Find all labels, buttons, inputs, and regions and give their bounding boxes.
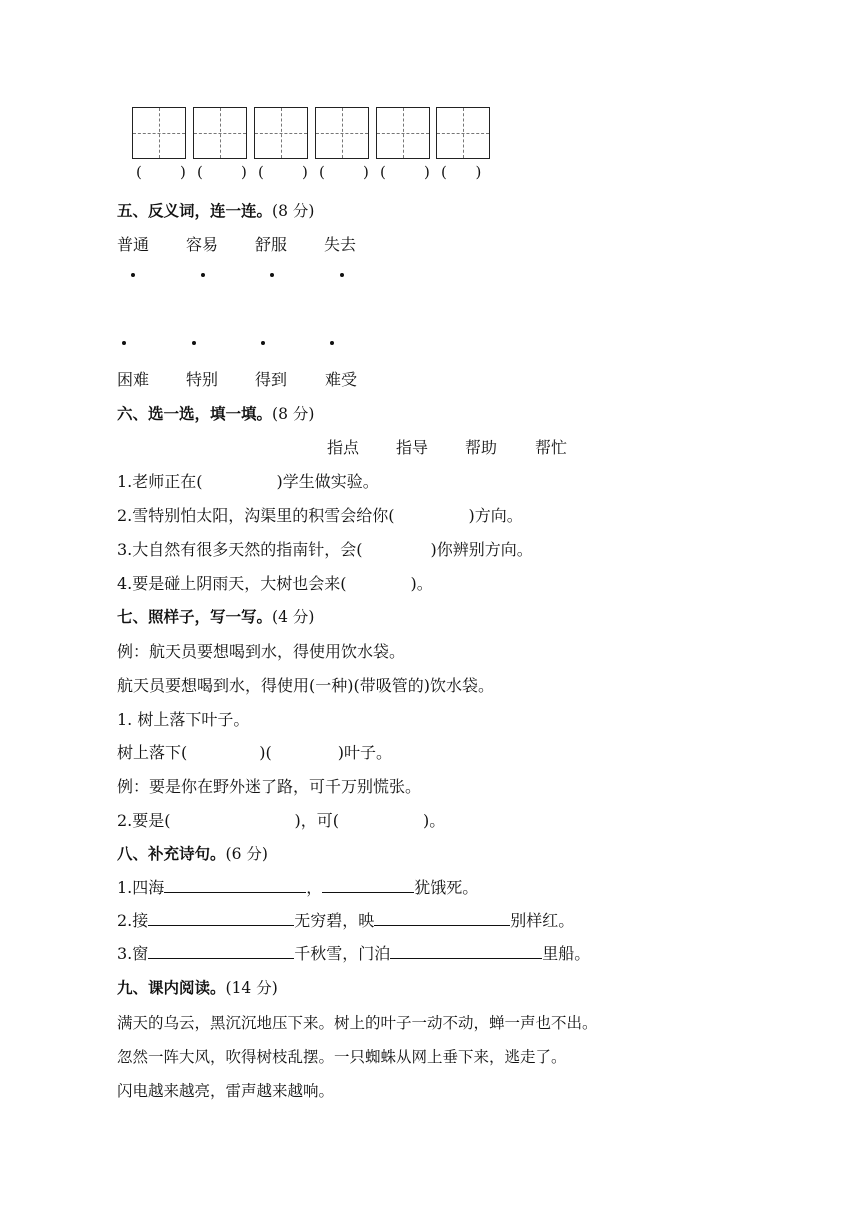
choice-word: 指导 xyxy=(396,438,429,457)
item-text: 别样红。 xyxy=(510,911,575,930)
item-text: ， xyxy=(306,878,323,897)
antonym-top-word: 容易 xyxy=(186,235,219,254)
heading-text: 九、课内阅读。 xyxy=(117,979,226,997)
item-text: 里船。 xyxy=(542,944,591,963)
item-text: 3.窗 xyxy=(117,944,149,963)
reading-line: 闪电越来越亮，雷声越来越响。 xyxy=(117,1082,335,1100)
connect-dot[interactable] xyxy=(330,341,334,345)
antonym-top-word: 普通 xyxy=(117,235,150,254)
section-8-heading xyxy=(117,842,268,864)
poem-line xyxy=(117,941,590,964)
grid-box xyxy=(254,107,308,159)
paren-blank: ( ) xyxy=(380,163,430,181)
reading-line: 忽然一阵大风，吹得树枝乱摆。一只蜘蛛从网上垂下来，逃走了。 xyxy=(117,1048,567,1066)
connect-dot[interactable] xyxy=(340,273,344,277)
connect-dot[interactable] xyxy=(122,341,126,345)
heading-text: 五、反义词，连一连。 xyxy=(117,202,273,220)
paren-blank: ( ) xyxy=(136,163,186,181)
answer-blank[interactable] xyxy=(164,891,306,893)
points: (4 分) xyxy=(272,608,315,626)
paren-blank: ( ) xyxy=(197,163,247,181)
section-7-heading xyxy=(117,605,314,627)
fill-item xyxy=(117,503,523,526)
item-text: )，可( xyxy=(294,811,340,830)
poem-line xyxy=(117,908,574,931)
paren-blank: ( ) xyxy=(441,163,482,181)
answer-blank[interactable] xyxy=(148,957,294,959)
example-answer-line: 航天员要想喝到水，得使用(一种)(带吸管的)饮水袋。 xyxy=(117,676,494,695)
heading-text: 八、补充诗句。 xyxy=(117,845,226,863)
connect-dot[interactable] xyxy=(192,341,196,345)
answer-blank[interactable] xyxy=(322,891,414,893)
antonym-bottom-word: 困难 xyxy=(117,370,150,389)
item-text: )学生做实验。 xyxy=(276,472,379,491)
paren-blank: ( ) xyxy=(258,163,308,181)
heading-text: 七、照样子，写一写。 xyxy=(117,608,273,626)
connect-dot[interactable] xyxy=(131,273,135,277)
points: (6 分) xyxy=(225,845,268,863)
antonym-top-word: 失去 xyxy=(324,235,357,254)
item-text: )。 xyxy=(410,574,433,593)
item-text: 2.要是( xyxy=(117,811,171,830)
connect-dot[interactable] xyxy=(261,341,265,345)
grid-box xyxy=(315,107,369,159)
choice-word: 帮助 xyxy=(465,438,498,457)
antonym-bottom-word: 难受 xyxy=(325,370,358,389)
section-5-heading xyxy=(117,199,314,221)
item-text: )你辨别方向。 xyxy=(430,540,533,559)
fill-item xyxy=(117,571,433,594)
answer-line xyxy=(117,808,445,831)
grid-box xyxy=(193,107,247,159)
example-line: 例：航天员要想喝到水，得使用饮水袋。 xyxy=(117,642,406,661)
antonym-top-word: 舒服 xyxy=(255,235,288,254)
example-line: 例：要是你在野外迷了路，可千万别慌张。 xyxy=(117,777,422,796)
item-text: )( xyxy=(259,743,272,762)
grid-box xyxy=(376,107,430,159)
item-text: 1.老师正在( xyxy=(117,472,203,491)
item-text: 犹饿死。 xyxy=(414,878,479,897)
answer-line xyxy=(117,740,392,763)
item-text: 千秋雪，门泊 xyxy=(294,944,391,963)
connect-dot[interactable] xyxy=(201,273,205,277)
question-line: 1. 树上落下叶子。 xyxy=(117,710,250,729)
item-text: 4.要是碰上阴雨天，大树也会来( xyxy=(117,574,347,593)
choice-word: 指点 xyxy=(327,438,360,457)
item-text: 2.雪特别怕太阳，沟渠里的积雪会给你( xyxy=(117,506,395,525)
item-text: 3.大自然有很多天然的指南针，会( xyxy=(117,540,363,559)
item-text: 树上落下( xyxy=(117,743,188,762)
paren-blank: ( ) xyxy=(319,163,369,181)
answer-blank[interactable] xyxy=(390,957,542,959)
item-text: 1.四海 xyxy=(117,878,165,897)
connect-dot[interactable] xyxy=(270,273,274,277)
points: (8 分) xyxy=(272,202,315,220)
item-text: 无穷碧，映 xyxy=(294,911,375,930)
antonym-bottom-word: 得到 xyxy=(255,370,288,389)
points: (14 分) xyxy=(225,979,278,997)
item-text: 2.接 xyxy=(117,911,149,930)
grid-box xyxy=(132,107,186,159)
points: (8 分) xyxy=(272,405,315,423)
fill-item xyxy=(117,537,533,560)
section-6-heading xyxy=(117,402,314,424)
grid-box xyxy=(436,107,490,159)
answer-blank[interactable] xyxy=(374,924,510,926)
antonym-bottom-word: 特别 xyxy=(186,370,219,389)
fill-item xyxy=(117,469,379,492)
choice-word: 帮忙 xyxy=(535,438,568,457)
section-9-heading xyxy=(117,976,278,998)
poem-line xyxy=(117,875,478,898)
item-text: )方向。 xyxy=(468,506,523,525)
reading-line: 满天的乌云，黑沉沉地压下来。树上的叶子一动不动，蝉一声也不出。 xyxy=(117,1014,598,1032)
item-text: )。 xyxy=(423,811,446,830)
answer-blank[interactable] xyxy=(148,924,294,926)
heading-text: 六、选一选，填一填。 xyxy=(117,405,273,423)
item-text: )叶子。 xyxy=(337,743,392,762)
